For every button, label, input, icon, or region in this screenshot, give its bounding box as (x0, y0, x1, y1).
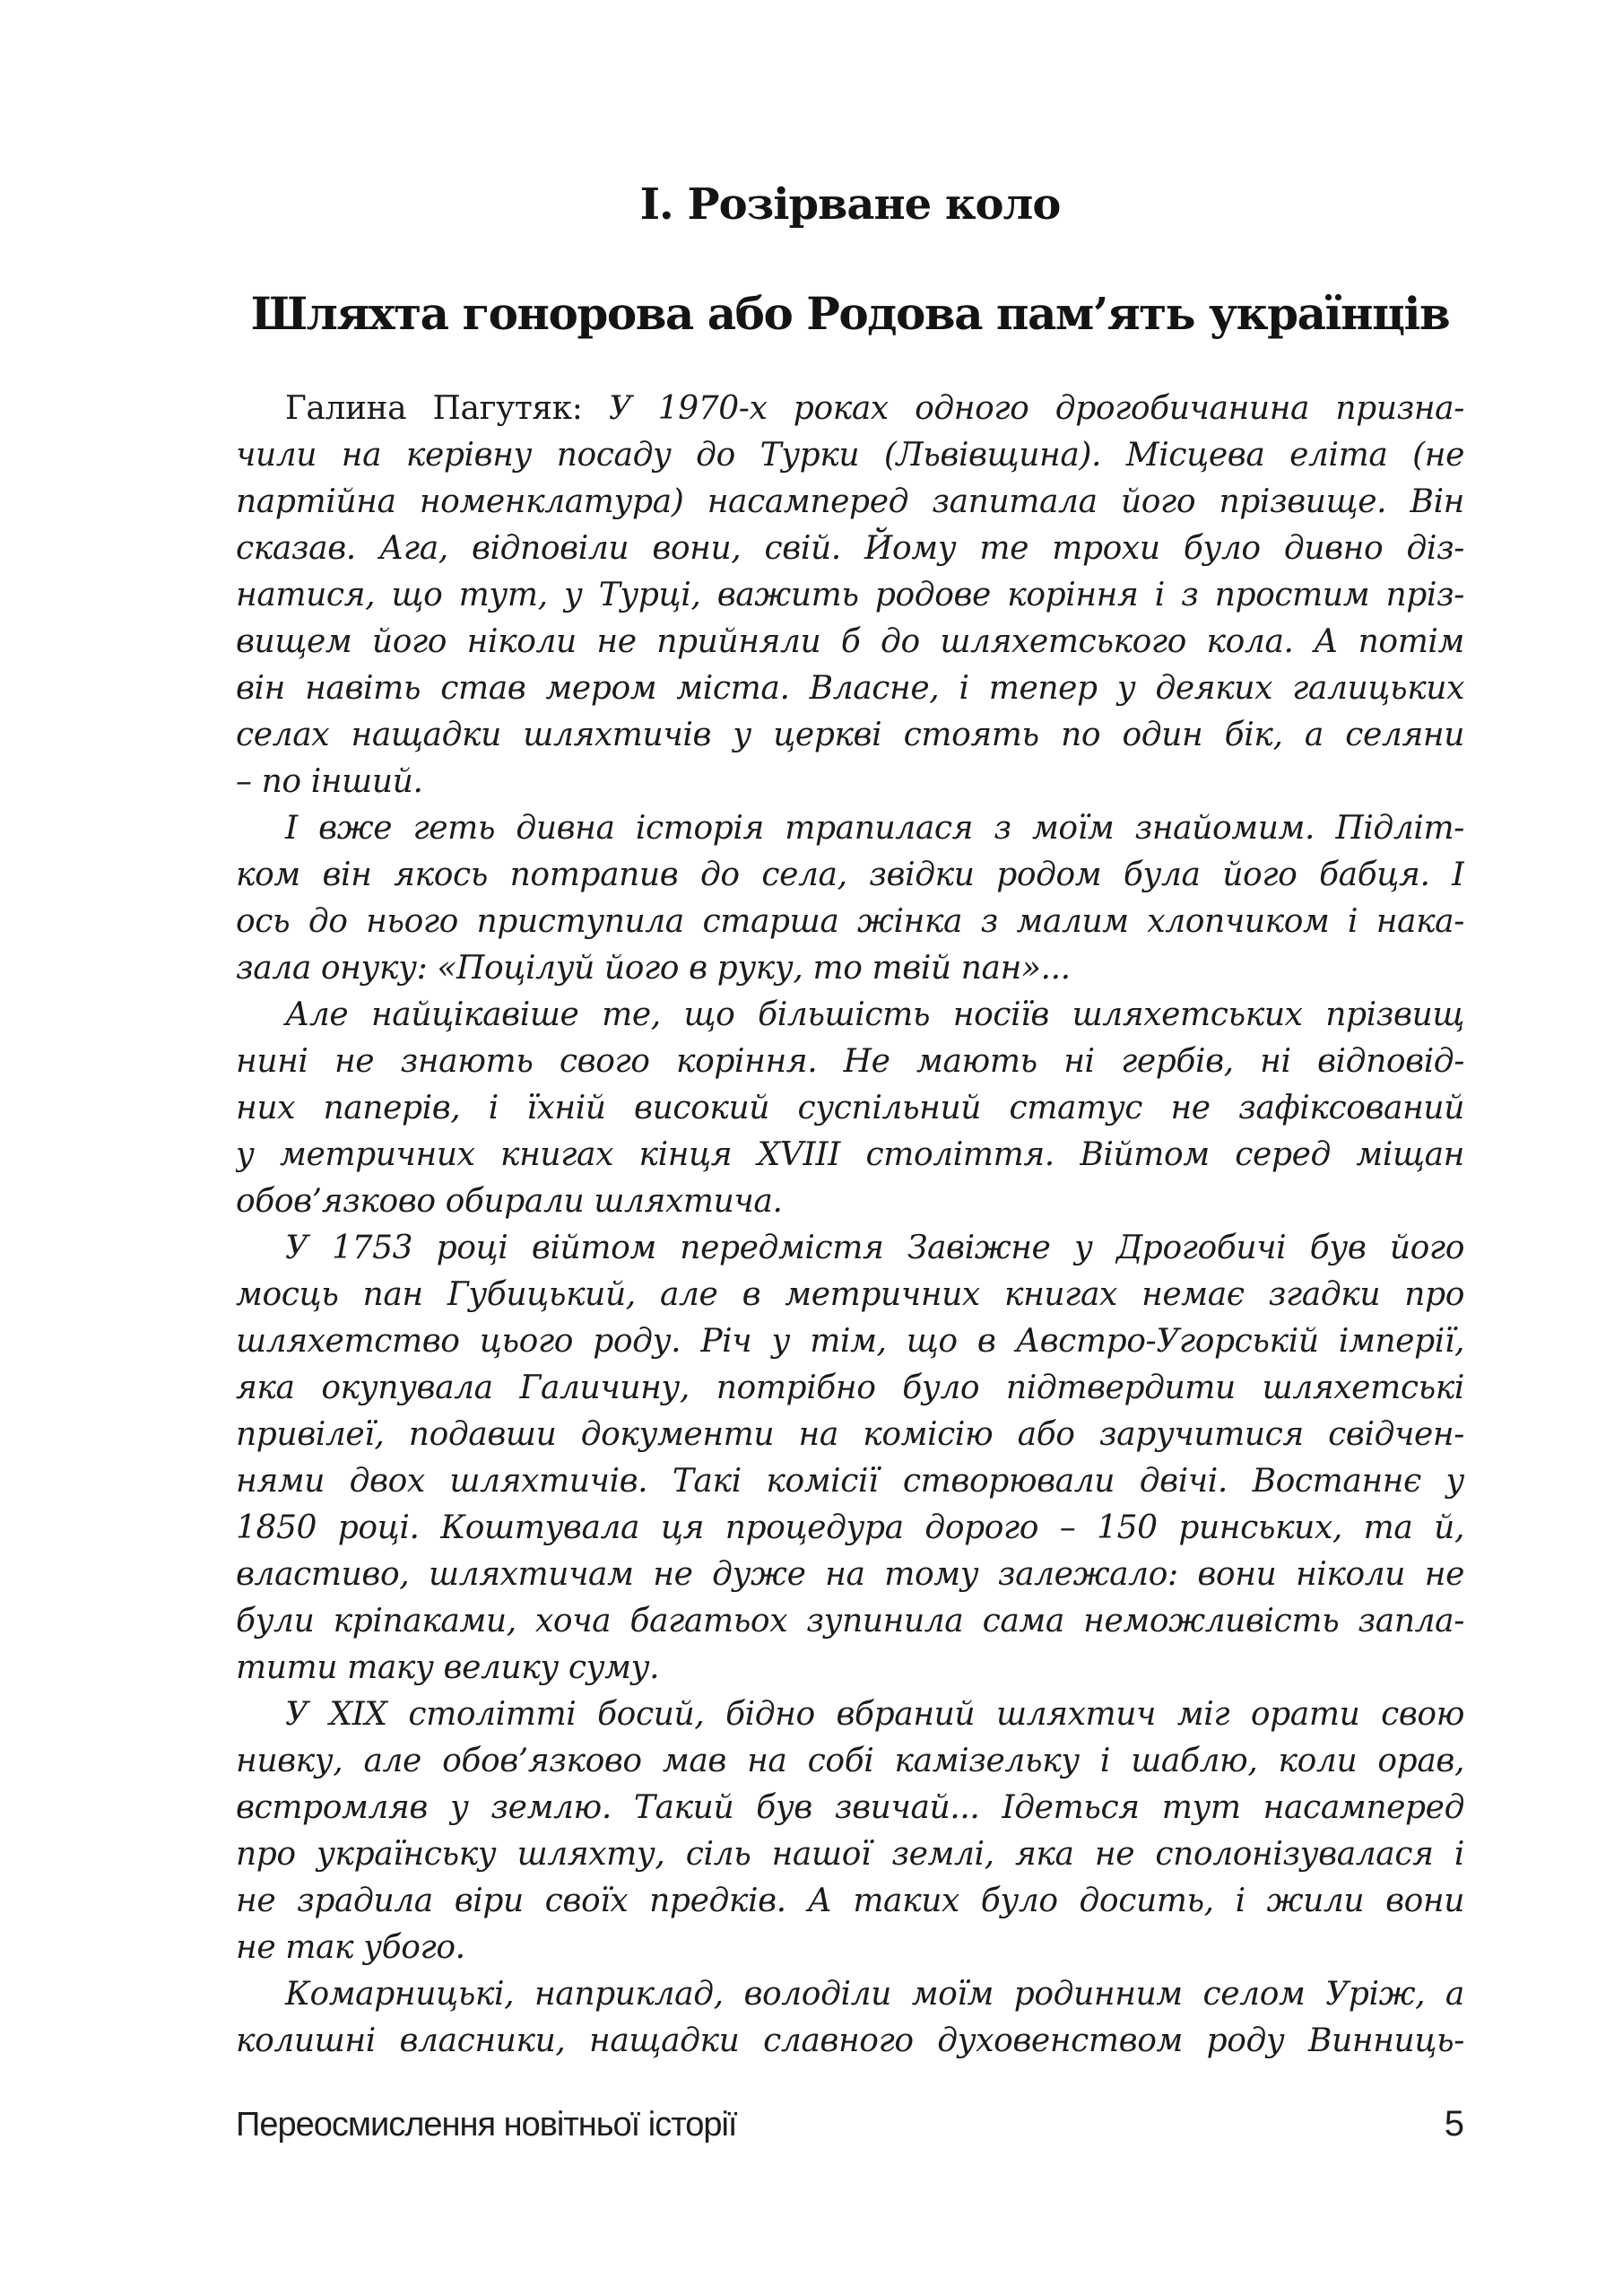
text-line: вищем його ніколи не прийняли б до шляхетського кола. А потім (236, 623, 1464, 660)
text-line: 1850 році. Коштувала ця процедура дорого – 150 ринських, та й, (236, 1509, 1464, 1546)
running-title: Переосмислення новітньої історії (236, 2106, 737, 2144)
text-line: І вже геть дивна історія трапилася з моїм знайомим. Підліт- (285, 810, 1464, 847)
text-line: нями двох шляхтичів. Такі комісії створювали двічі. Востаннє у (236, 1463, 1464, 1500)
text-line: мосць пан Губицький, але в метричних книгах немає згадки про (236, 1276, 1464, 1313)
text-line: зала онуку: «Поцілуй його в руку, то твій пан»... (236, 950, 1071, 987)
author-lead: Галина Пагутяк: (285, 390, 583, 427)
text-line: – по інший. (236, 763, 423, 800)
text-line: він навіть став мером міста. Власне, і тепер у деяких галицьких (236, 670, 1464, 707)
text-line: них паперів, і їхній високий суспільний статус не зафіксований (236, 1090, 1464, 1126)
section-title: Шляхта гонорова або Родова пам’ять українців (250, 287, 1450, 340)
page-footer (236, 2104, 1464, 2144)
text-line: ком він якось потрапив до села, звідки родом була його бабця. І (236, 857, 1464, 893)
text-line: привілеї, подавши документи на комісію або заручитися свідчен- (236, 1416, 1464, 1453)
text-line: встромляв у землю. Такий був звичай... Ідеться тут насамперед (236, 1789, 1464, 1826)
text-line: були кріпаками, хоча багатьох зупинила сама неможливість запла- (236, 1603, 1464, 1639)
text-line: нивку, але обов’язково мав на собі камізельку і шаблю, коли орав, (236, 1743, 1464, 1779)
text-line: тити таку велику суму. (236, 1649, 660, 1686)
text-line: не так убого. (236, 1929, 465, 1966)
text-line: У XIX столітті босий, бідно вбраний шляхтич міг орати свою (285, 1696, 1464, 1733)
text-line: селах нащадки шляхтичів у церкві стоять по один бік, а селяни (236, 717, 1464, 753)
text-line: шляхетство цього роду. Річ у тім, що в Австро-Угорській імперії, (236, 1323, 1464, 1360)
text-line: партійна номенклатура) насамперед запитала його прізвище. Він (236, 483, 1464, 520)
text-line: яка окупувала Галичину, потрібно було підтвердити шляхетські (236, 1370, 1464, 1406)
text-line: про українську шляхту, сіль нашої землі, яка не сполонізувалася і (236, 1836, 1464, 1873)
text-line: властиво, шляхтичам не дуже на тому залежало: вони ніколи не (236, 1556, 1464, 1593)
text-line: Галина Пагутяк: У 1970-х роках одного дрогобичанина призна- (285, 390, 1464, 427)
text-line: Але найцікавіше те, що більшість носіїв шляхетських прізвищ (285, 996, 1464, 1033)
text-line: у метричних книгах кінця XVIII століття. Війтом серед міщан (236, 1136, 1464, 1173)
text-line: колишні власники, нащадки славного духовенством роду Винниць- (236, 2022, 1464, 2059)
text-line: У 1753 році війтом передмістя Завіжне у Дрогобичі був його (285, 1230, 1464, 1266)
text-line: чили на керівну посаду до Турки (Львівщина). Місцева еліта (не (236, 437, 1464, 474)
body-text (236, 386, 1464, 2065)
text-line: обов’язково обирали шляхтича. (236, 1183, 783, 1220)
page-number: 5 (1444, 2104, 1464, 2144)
text-line: Комарницькі, наприклад, володіли моїм родинним селом Уріж, а (285, 1976, 1464, 2013)
text-line: ось до нього приступила старша жінка з малим хлопчиком і нака- (236, 903, 1464, 940)
text-line: не зрадила віри своїх предків. А таких було досить, і жили вони (236, 1883, 1464, 1919)
text-line: нині не знають свого коріння. Не мають ні гербів, ні відповід- (236, 1043, 1464, 1080)
chapter-title: І. Розірване коло (639, 179, 1061, 230)
text-line: сказав. Ага, відповіли вони, свій. Йому те трохи було дивно діз- (236, 530, 1464, 567)
text-line: натися, що тут, у Турці, важить родове коріння і з простим пріз- (236, 577, 1464, 613)
